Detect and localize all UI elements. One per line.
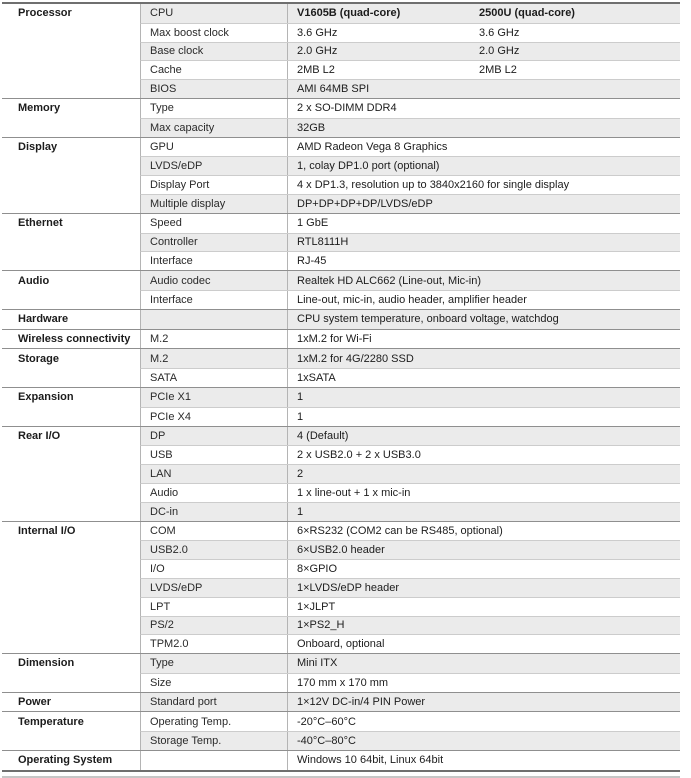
- spec-value: AMI 64MB SPI: [297, 83, 370, 96]
- spec-row: [2, 483, 680, 502]
- category-label: Processor: [2, 4, 140, 23]
- spec-row: [2, 79, 680, 98]
- spec-row-cells: [140, 559, 680, 578]
- category-label: Hardware: [2, 310, 140, 329]
- spec-label: Standard port: [150, 696, 217, 709]
- spec-row: [2, 388, 680, 407]
- spec-row: [2, 290, 680, 309]
- spec-label: Multiple display: [150, 197, 226, 210]
- spec-value: 6×RS232 (COM2 can be RS485, optional): [297, 524, 503, 537]
- spec-row-cells: [140, 99, 680, 118]
- spec-row-cells: [140, 4, 680, 23]
- spec-label: LAN: [150, 468, 172, 481]
- spec-row-cells: [140, 330, 680, 349]
- spec-section: [2, 692, 680, 712]
- category-spacer: [2, 483, 140, 502]
- spec-row: [2, 99, 680, 118]
- category-spacer: [2, 502, 140, 521]
- spec-row-cells: [140, 290, 680, 309]
- spec-row-cells: [140, 138, 680, 157]
- spec-values: [287, 388, 680, 407]
- spec-row: [2, 271, 680, 290]
- spec-row: [2, 156, 680, 175]
- spec-values: [287, 176, 680, 194]
- spec-row-cells: [140, 502, 680, 521]
- spec-value: 4 (Default): [297, 429, 349, 442]
- spec-label: USB: [150, 449, 173, 462]
- spec-value: -20°C–60°C: [297, 715, 356, 728]
- spec-value: RTL8111H: [297, 236, 349, 249]
- spec-values: [287, 349, 680, 368]
- spec-row: [2, 464, 680, 483]
- spec-row: [2, 214, 680, 233]
- category-label: Storage: [2, 349, 140, 368]
- spec-value: 2 x SO-DIMM DDR4: [297, 102, 397, 115]
- spec-row-cells: [140, 42, 680, 61]
- category-label: Internal I/O: [2, 522, 140, 541]
- spec-section: [2, 270, 680, 309]
- spec-values: [287, 712, 680, 731]
- spec-label: Max boost clock: [150, 26, 229, 39]
- spec-value: 1 x line-out + 1 x mic-in: [297, 486, 411, 499]
- spec-label: COM: [150, 524, 176, 537]
- spec-values: [287, 408, 680, 426]
- category-spacer: [2, 673, 140, 692]
- category-spacer: [2, 407, 140, 426]
- spec-values: [287, 310, 680, 329]
- spec-values: [287, 119, 680, 137]
- spec-value: DP+DP+DP+DP/LVDS/eDP: [297, 197, 433, 210]
- spec-value: 1×LVDS/eDP header: [297, 581, 400, 594]
- spec-values: [287, 732, 680, 750]
- spec-label: USB2.0: [150, 544, 188, 557]
- spec-values: [287, 579, 680, 597]
- spec-row: [2, 368, 680, 387]
- spec-value: 1 GbE: [297, 217, 329, 230]
- spec-row-cells: [140, 271, 680, 290]
- spec-values: [287, 693, 680, 712]
- spec-row: [2, 42, 680, 61]
- spec-values: [287, 598, 680, 616]
- spec-row: [2, 634, 680, 653]
- spec-value: V1605B (quad-core): [297, 7, 401, 20]
- spec-values: [287, 195, 680, 213]
- category-spacer: [2, 578, 140, 597]
- spec-label: M.2: [150, 332, 169, 345]
- spec-value: RJ-45: [297, 255, 327, 268]
- spec-values: [287, 330, 680, 349]
- spec-row: [2, 693, 680, 712]
- spec-section: [2, 348, 680, 387]
- spec-values: [287, 234, 680, 252]
- category-label: Temperature: [2, 712, 140, 731]
- spec-row-cells: [140, 156, 680, 175]
- spec-row: [2, 4, 680, 23]
- spec-section: [2, 137, 680, 213]
- spec-label: Base clock: [150, 45, 204, 58]
- spec-row-cells: [140, 540, 680, 559]
- spec-row: [2, 522, 680, 541]
- spec-value: 6×USB2.0 header: [297, 544, 385, 557]
- spec-value: 32GB: [297, 121, 326, 134]
- spec-row-cells: [140, 597, 680, 616]
- spec-row-cells: [140, 673, 680, 692]
- spec-label: LVDS/eDP: [150, 581, 203, 594]
- spec-row: [2, 673, 680, 692]
- spec-label: Cache: [150, 64, 182, 77]
- spec-value-secondary: 2500U (quad-core): [479, 7, 575, 20]
- category-label: Operating System: [2, 751, 140, 770]
- spec-label: BIOS: [150, 83, 177, 96]
- category-spacer: [2, 79, 140, 98]
- category-spacer: [2, 634, 140, 653]
- spec-values: [287, 751, 680, 770]
- spec-values: [287, 369, 680, 387]
- spec-values: [287, 635, 680, 653]
- spec-value: 4 x DP1.3, resolution up to 3840x2160 for single display: [297, 179, 570, 192]
- spec-label: Operating Temp.: [150, 715, 232, 728]
- spec-value-secondary: 2MB L2: [479, 64, 517, 77]
- spec-row: [2, 60, 680, 79]
- spec-values: [287, 541, 680, 559]
- spec-label: PCIe X4: [150, 410, 191, 423]
- spec-value: AMD Radeon Vega 8 Graphics: [297, 140, 448, 153]
- spec-values: [287, 214, 680, 233]
- spec-row: [2, 349, 680, 368]
- spec-row: [2, 233, 680, 252]
- spec-values: [287, 291, 680, 309]
- spec-row: [2, 559, 680, 578]
- spec-value: 1: [297, 505, 304, 518]
- spec-value: 170 mm x 170 mm: [297, 676, 389, 689]
- spec-row-cells: [140, 751, 680, 770]
- spec-row-cells: [140, 731, 680, 750]
- category-label: Dimension: [2, 654, 140, 673]
- spec-label: DC-in: [150, 505, 179, 518]
- spec-row-cells: [140, 483, 680, 502]
- spec-values: [287, 99, 680, 118]
- spec-row: [2, 731, 680, 750]
- spec-value-secondary: 3.6 GHz: [479, 26, 520, 39]
- spec-values: [287, 522, 680, 541]
- spec-row-cells: [140, 233, 680, 252]
- category-spacer: [2, 368, 140, 387]
- spec-label: CPU: [150, 7, 174, 20]
- spec-values: [287, 80, 680, 98]
- spec-row-cells: [140, 427, 680, 446]
- spec-section: [2, 309, 680, 329]
- category-spacer: [2, 290, 140, 309]
- spec-value: 1×12V DC-in/4 PIN Power: [297, 696, 426, 709]
- spec-value: Realtek HD ALC662 (Line-out, Mic-in): [297, 274, 482, 287]
- spec-label: PS/2: [150, 619, 174, 632]
- spec-label: Size: [150, 676, 172, 689]
- spec-label: M.2: [150, 352, 169, 365]
- spec-value: Mini ITX: [297, 657, 338, 670]
- spec-values: [287, 43, 680, 61]
- spec-value: 3.6 GHz: [297, 26, 338, 39]
- spec-label: SATA: [150, 372, 178, 385]
- spec-row: [2, 310, 680, 329]
- spec-row-cells: [140, 175, 680, 194]
- spec-row-cells: [140, 349, 680, 368]
- spec-value: 1, colay DP1.0 port (optional): [297, 160, 440, 173]
- spec-row: [2, 597, 680, 616]
- spec-row-cells: [140, 654, 680, 673]
- spec-label: Interface: [150, 255, 193, 268]
- spec-values: [287, 560, 680, 578]
- spec-value: Line-out, mic-in, audio header, amplifier header: [297, 293, 527, 306]
- spec-values: [287, 4, 680, 23]
- spec-row: [2, 751, 680, 770]
- spec-value: 8×GPIO: [297, 563, 338, 575]
- spec-row-cells: [140, 634, 680, 653]
- spec-values: [287, 654, 680, 673]
- spec-row: [2, 118, 680, 137]
- spec-row-cells: [140, 388, 680, 407]
- category-spacer: [2, 445, 140, 464]
- spec-values: [287, 503, 680, 521]
- spec-row: [2, 578, 680, 597]
- spec-row-cells: [140, 60, 680, 79]
- spec-row-cells: [140, 616, 680, 635]
- spec-section: [2, 521, 680, 654]
- spec-row: [2, 330, 680, 349]
- spec-row-cells: [140, 310, 680, 329]
- spec-values: [287, 157, 680, 175]
- spec-value: 1×PS2_H: [297, 619, 345, 632]
- spec-value: 1xM.2 for Wi-Fi: [297, 332, 372, 345]
- spec-row: [2, 654, 680, 673]
- spec-label: Type: [150, 102, 174, 115]
- spec-values: [287, 617, 680, 635]
- spec-table: [2, 2, 680, 772]
- spec-label: [141, 751, 287, 770]
- spec-section: [2, 387, 680, 426]
- category-spacer: [2, 175, 140, 194]
- spec-section: [2, 426, 680, 521]
- spec-value: Onboard, optional: [297, 638, 385, 651]
- spec-label: PCIe X1: [150, 391, 191, 404]
- spec-value: 1xSATA: [297, 372, 336, 385]
- spec-row-cells: [140, 407, 680, 426]
- spec-value: 2.0 GHz: [297, 45, 338, 58]
- category-spacer: [2, 118, 140, 137]
- spec-values: [287, 484, 680, 502]
- spec-row: [2, 407, 680, 426]
- spec-value: 2: [297, 468, 304, 481]
- spec-section: [2, 329, 680, 349]
- spec-value-secondary: 2.0 GHz: [479, 45, 520, 58]
- category-spacer: [2, 559, 140, 578]
- spec-row-cells: [140, 712, 680, 731]
- spec-label: Max capacity: [150, 121, 215, 134]
- spec-label: Speed: [150, 217, 182, 230]
- category-label: Wireless connectivity: [2, 330, 140, 349]
- spec-value: 2 x USB2.0 + 2 x USB3.0: [297, 449, 421, 462]
- spec-row-cells: [140, 578, 680, 597]
- spec-values: [287, 674, 680, 692]
- spec-row-cells: [140, 214, 680, 233]
- category-label: Power: [2, 693, 140, 712]
- spec-values: [287, 24, 680, 42]
- spec-section: [2, 711, 680, 750]
- spec-label: I/O: [150, 563, 165, 575]
- spec-label: DP: [150, 429, 166, 442]
- spec-label: Type: [150, 657, 174, 670]
- spec-values: [287, 465, 680, 483]
- spec-label: Storage Temp.: [150, 735, 222, 748]
- category-label: Rear I/O: [2, 427, 140, 446]
- category-label: Expansion: [2, 388, 140, 407]
- spec-label: Controller: [150, 236, 198, 249]
- category-label: Memory: [2, 99, 140, 118]
- category-spacer: [2, 23, 140, 42]
- spec-value: 1: [297, 410, 304, 423]
- spec-values: [287, 252, 680, 270]
- spec-values: [287, 271, 680, 290]
- spec-row-cells: [140, 251, 680, 270]
- spec-row-cells: [140, 79, 680, 98]
- spec-value: 2MB L2: [297, 64, 335, 77]
- category-spacer: [2, 251, 140, 270]
- spec-values: [287, 138, 680, 157]
- spec-label: [141, 310, 287, 329]
- spec-value: 1xM.2 for 4G/2280 SSD: [297, 352, 414, 365]
- spec-row-cells: [140, 464, 680, 483]
- spec-label: Interface: [150, 293, 193, 306]
- spec-row: [2, 712, 680, 731]
- spec-row: [2, 251, 680, 270]
- spec-label: GPU: [150, 140, 174, 153]
- spec-row: [2, 194, 680, 213]
- category-spacer: [2, 540, 140, 559]
- spec-label: Display Port: [150, 179, 210, 192]
- spec-row: [2, 540, 680, 559]
- spec-values: [287, 427, 680, 446]
- spec-section: [2, 213, 680, 270]
- spec-row: [2, 23, 680, 42]
- spec-section: [2, 653, 680, 692]
- spec-row: [2, 502, 680, 521]
- category-label: Audio: [2, 271, 140, 290]
- spec-value: 1: [297, 391, 304, 404]
- spec-row: [2, 138, 680, 157]
- spec-row: [2, 427, 680, 446]
- spec-row-cells: [140, 194, 680, 213]
- spec-row-cells: [140, 445, 680, 464]
- category-spacer: [2, 597, 140, 616]
- spec-value: Windows 10 64bit, Linux 64bit: [297, 754, 444, 767]
- category-spacer: [2, 156, 140, 175]
- spec-label: Audio: [150, 486, 179, 499]
- spec-value: CPU system temperature, onboard voltage, watchdog: [297, 313, 559, 326]
- spec-row: [2, 445, 680, 464]
- spec-row-cells: [140, 368, 680, 387]
- spec-row: [2, 616, 680, 635]
- spec-row-cells: [140, 118, 680, 137]
- spec-row: [2, 175, 680, 194]
- spec-values: [287, 446, 680, 464]
- category-spacer: [2, 464, 140, 483]
- spec-row-cells: [140, 23, 680, 42]
- spec-label: Audio codec: [150, 274, 211, 287]
- spec-section: [2, 4, 680, 98]
- category-spacer: [2, 731, 140, 750]
- spec-section: [2, 98, 680, 137]
- spec-label: LPT: [150, 600, 171, 613]
- category-spacer: [2, 42, 140, 61]
- category-spacer: [2, 616, 140, 635]
- spec-value: 1×JLPT: [297, 600, 336, 613]
- category-spacer: [2, 60, 140, 79]
- category-label: Display: [2, 138, 140, 157]
- spec-label: LVDS/eDP: [150, 160, 203, 173]
- category-label: Ethernet: [2, 214, 140, 233]
- spec-row-cells: [140, 693, 680, 712]
- category-spacer: [2, 194, 140, 213]
- spec-label: TPM2.0: [150, 638, 189, 651]
- spec-row-cells: [140, 522, 680, 541]
- spec-value: -40°C–80°C: [297, 735, 356, 748]
- spec-values: [287, 61, 680, 79]
- category-spacer: [2, 233, 140, 252]
